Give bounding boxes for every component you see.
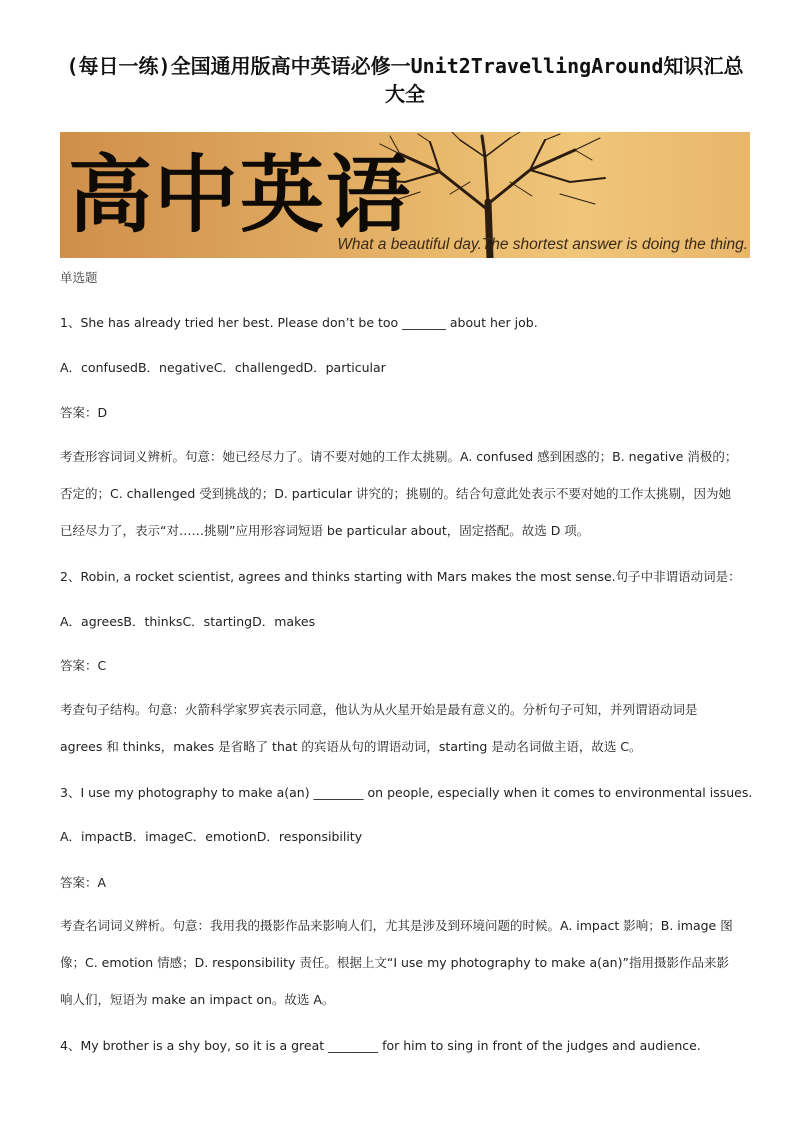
banner-image [60,132,750,258]
question-answer: 答案：A [60,875,107,890]
question-stem: 4、My brother is a shy boy, so it is a great ________ for him to sing in front of the judges and audience. [60,1038,701,1053]
banner-title: 高中英语 [68,145,413,244]
question-stem: 2、Robin, a rocket scientist, agrees and thinks starting with Mars makes the most sense.句子中非谓语动词是： [60,569,741,584]
question-stem: 3、I use my photography to make a(an) ________ on people, especially when it comes to environmental issues. [60,785,753,800]
banner-motto: What a beautiful day.The shortest answer is doing the thing. [337,236,748,253]
question-options: A．impactB．imageC．emotionD．responsibility [60,829,363,844]
question-explanation: 考查形容词词义辨析。句意：她已经尽力了。请不要对她的工作太挑剔。A. confused 感到困惑的；B. negative 消极的；否定的；C. challenged 受到挑战的；D. particular 讲究的；挑剔的。结合句意此处表示不要对她的工作太挑剔，因为她已经尽力了，表示“对……挑剔”应用形容词短语 be particular about，固定搭配。故选 D 项。 [60,449,738,538]
question-explanation: 考查名词词义辨析。句意：我用我的摄影作品来影响人们，尤其是涉及到环境问题的时候。A. impact 影响；B. image 图像；C. emotion 情感；D. responsibility 责任。根据上文“I use my photography to make a(an)”指用摄影作品来影响人们，短语为 make an impact on。故选 A。 [60,918,733,1007]
question-answer: 答案：C [60,658,107,673]
question-stem: 1、She has already tried her best. Please don’t be too _______ about her job. [60,315,538,330]
question-explanation: 考查句子结构。句意：火箭科学家罗宾表示同意，他认为从火星开始是最有意义的。分析句子可知，并列谓语动词是 agrees 和 thinks，makes 是省略了 that 的宾语从句的谓语动词，starting 是动名词做主语，故选 C。 [60,702,698,754]
section-label: 单选题 [60,270,98,285]
question-options: A．confusedB．negativeC．challengedD．particular [60,360,386,375]
question-options: A．agreesB．thinksC．startingD．makes [60,614,316,629]
question-answer: 答案：D [60,405,108,420]
document-title: (每日一练)全国通用版高中英语必修一Unit2TravellingAround知识汇总大全 [66,54,744,106]
